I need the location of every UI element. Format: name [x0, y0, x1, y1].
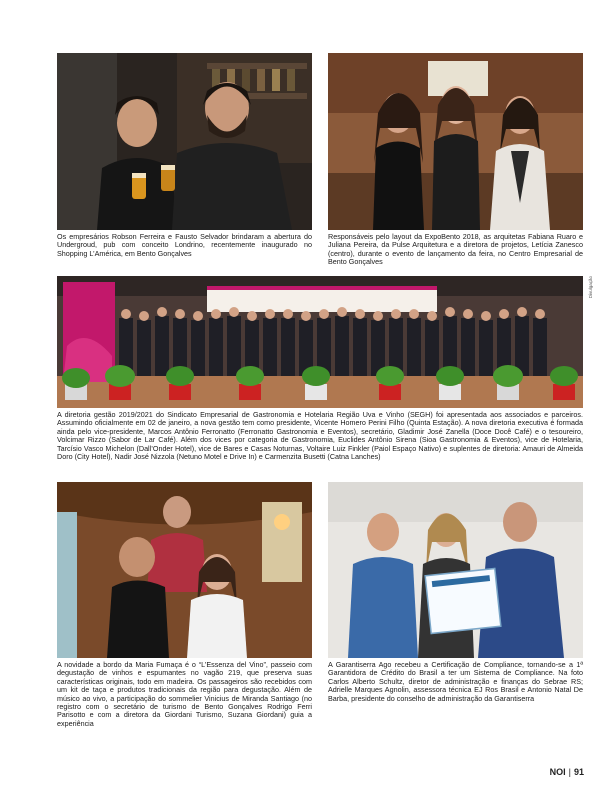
page-footer — [550, 767, 584, 777]
photo-certificate — [328, 482, 583, 658]
footer-separator: | — [568, 767, 571, 777]
photo-train-wagon — [57, 482, 312, 658]
page-number: 91 — [573, 767, 584, 777]
caption-train: A novidade a bordo da Maria Fumaça é o “L’Essenza del Vino”, passeio com degustação de vinhos e espumantes no vagão 219, que preserva suas características originais, todo em madeira. Os passageiros são recebidos com um kit de taça e produtos tradicionais da região para degustação. Além de músico ao vivo, a participação do sommelier Vinicius de Miranda Santiago (no registro com o secretário de turismo de Bento Gonçalves Rodrigo Ferri Parisotto e com a diretora da Giordani Turismo, Suzana Giordani) guia a experiência — [57, 660, 312, 728]
caption-compliance: A Garantiserra Ago recebeu a Certificação de Compliance, tornando-se a 1ª Garantidora de Crédito do Brasil a ter um Sistema de Compliance. Na foto Carlos Alberto Schultz, diretor de administração e finanças do Sebrae RS; Adrielle Marques Agnolin, assessora técnica EJ Ros Brasil e Antonio Natal De Barba, presidente do conselho de administração da Garantiserra — [328, 660, 583, 703]
photo-segh-board — [57, 276, 583, 408]
photo-expobento-architects — [328, 53, 583, 230]
caption-pub: Os empresários Robson Ferreira e Fausto Selvador brindaram a abertura do Undergroud, pub com conceito Londrino, recentemente inaugurado no Shopping L’América, em Bento Gonçalves — [57, 232, 312, 258]
photo-credit: Divulgação — [588, 276, 593, 299]
caption-segh: A diretoria gestão 2019/2021 do Sindicato Empresarial de Gastronomia e Hotelaria Região Uva e Vinho (SEGH) foi apresentada aos associados e parceiros. Assumindo oficialmente em 02 de janeiro, a nova gestão tem como presidente, Vicente Homero Perini Filho (Quinta Estação). A nova diretoria executiva é formada ainda pelo vice-presidente, Marcos Antônio Ferronatto (Ferronatto Gastronomia e Eventos), secretário, Gladimir José Zanella (Doce Docê Café) e o tesoureiro, Volcimar Rizzo (Sabor de Lar Café). Além dos vices por categoria de Gastronomia, Euclides Antônio Sirena (Sioa Gastronomia & Eventos), vice de Hotelaria, Tarcísio Vasco Michelon (Dall’Onder Hotel), vice de Bares e Casas Noturnas, Voltaire Luiz Finkler (Paiol Espaço Nativo) e suplentes de diretoria: Amauri de Almeida Doro (City Hotel), Nadir José Nizzola (Netuno Motel e Drive In) e Carmenzita Busetti (Catna Lanches) — [57, 410, 583, 462]
caption-expobento: Responsáveis pelo layout da ExpoBento 2018, as arquitetas Fabiana Ruaro e Juliana Pereira, da Pulse Arquitetura e a diretora de projetos, Letícia Zanesco (centro), durante o evento de lançamento da feira, no Centro Empresarial de Bento Gonçalves — [328, 232, 583, 267]
photo-pub-toast — [57, 53, 312, 230]
magazine-name: NOI — [549, 767, 566, 777]
